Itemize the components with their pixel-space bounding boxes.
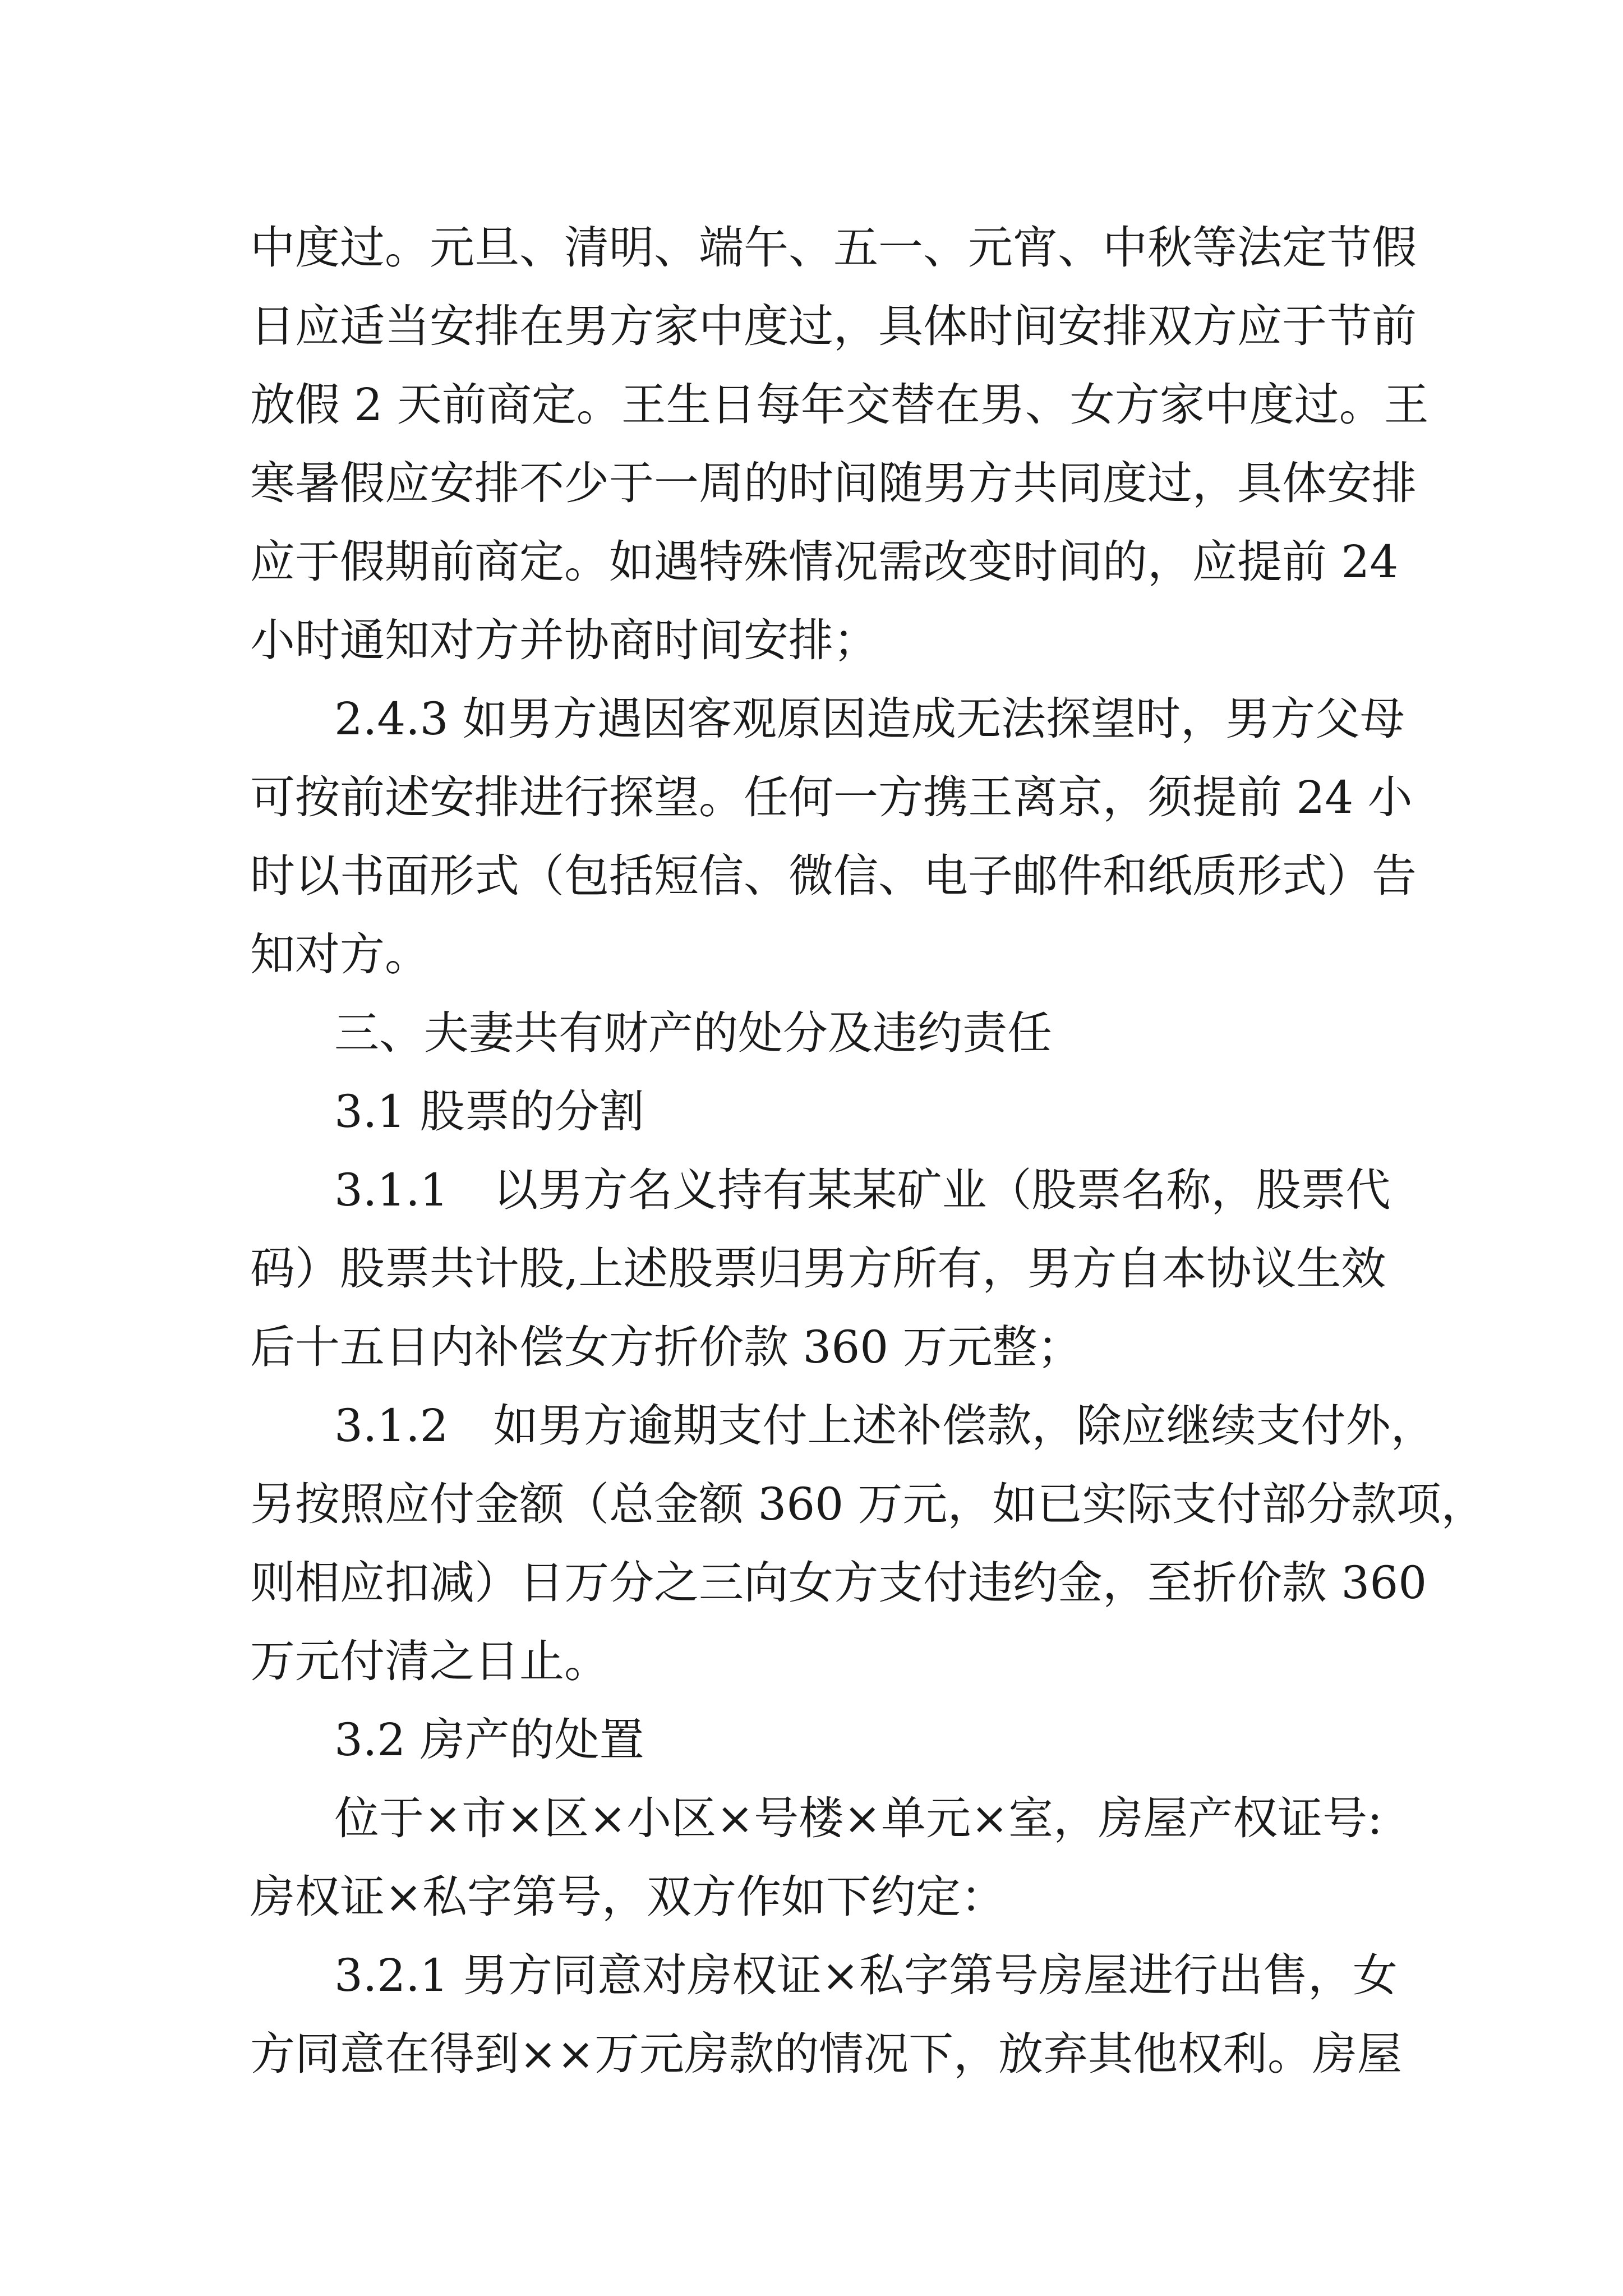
- text-line: 则相应扣减）日万分之三向女方支付违约金，至折价款 360: [250, 1557, 1427, 1609]
- text-line: 2.4.3 如男方遇因客观原因造成无法探望时，男方父母: [334, 693, 1405, 745]
- text-line: 日应适当安排在男方家中度过，具体时间安排双方应于节前: [250, 300, 1417, 352]
- subsection-heading: 3.1 股票的分割: [334, 1085, 644, 1138]
- text-line: 应于假期前商定。如遇特殊情况需改变时间的，应提前 24: [250, 536, 1399, 588]
- text-line: 后十五日内补偿女方折价款 360 万元整；: [250, 1321, 1082, 1373]
- text-line: 放假 2 天前商定。王生日每年交替在男、女方家中度过。王: [250, 379, 1429, 431]
- text-line: 另按照应付金额（总金额 360 万元，如已实际支付部分款项，: [250, 1478, 1486, 1530]
- text-line: 3.1.1 以男方名义持有某某矿业（股票名称，股票代: [334, 1164, 1391, 1216]
- text-line: 位于×市×区×小区×号楼×单元×室，房屋产权证号:: [334, 1792, 1383, 1844]
- text-line: 方同意在得到××万元房款的情况下，放弃其他权利。房屋: [250, 2028, 1403, 2080]
- text-line: 房权证×私字第号，双方作如下约定：: [250, 1871, 1006, 1923]
- text-line: 可按前述安排进行探望。任何一方携王离京，须提前 24 小: [250, 771, 1413, 823]
- text-line: 3.1.2 如男方逾期支付上述补偿款，除应继续支付外，: [334, 1400, 1436, 1452]
- text-line: 3.2.1 男方同意对房权证×私字第号房屋进行出售，女: [334, 1949, 1398, 2001]
- section-heading: 三、夫妻共有财产的处分及违约责任: [334, 1007, 1052, 1059]
- text-line: 万元付清之日止。: [250, 1635, 609, 1687]
- text-line: 时以书面形式（包括短信、微信、电子邮件和纸质形式）告: [250, 850, 1417, 902]
- text-line: 中度过。元旦、清明、端午、五一、元宵、中秋等法定节假: [250, 222, 1417, 274]
- text-line: 知对方。: [250, 928, 430, 981]
- text-line: 小时通知对方并协商时间安排；: [250, 614, 878, 666]
- text-line: 寒暑假应安排不少于一周的时间随男方共同度过，具体安排: [250, 457, 1417, 509]
- subsection-heading: 3.2 房产的处置: [334, 1714, 644, 1766]
- text-line: 码）股票共计股,上述股票归男方所有，男方自本协议生效: [250, 1243, 1386, 1295]
